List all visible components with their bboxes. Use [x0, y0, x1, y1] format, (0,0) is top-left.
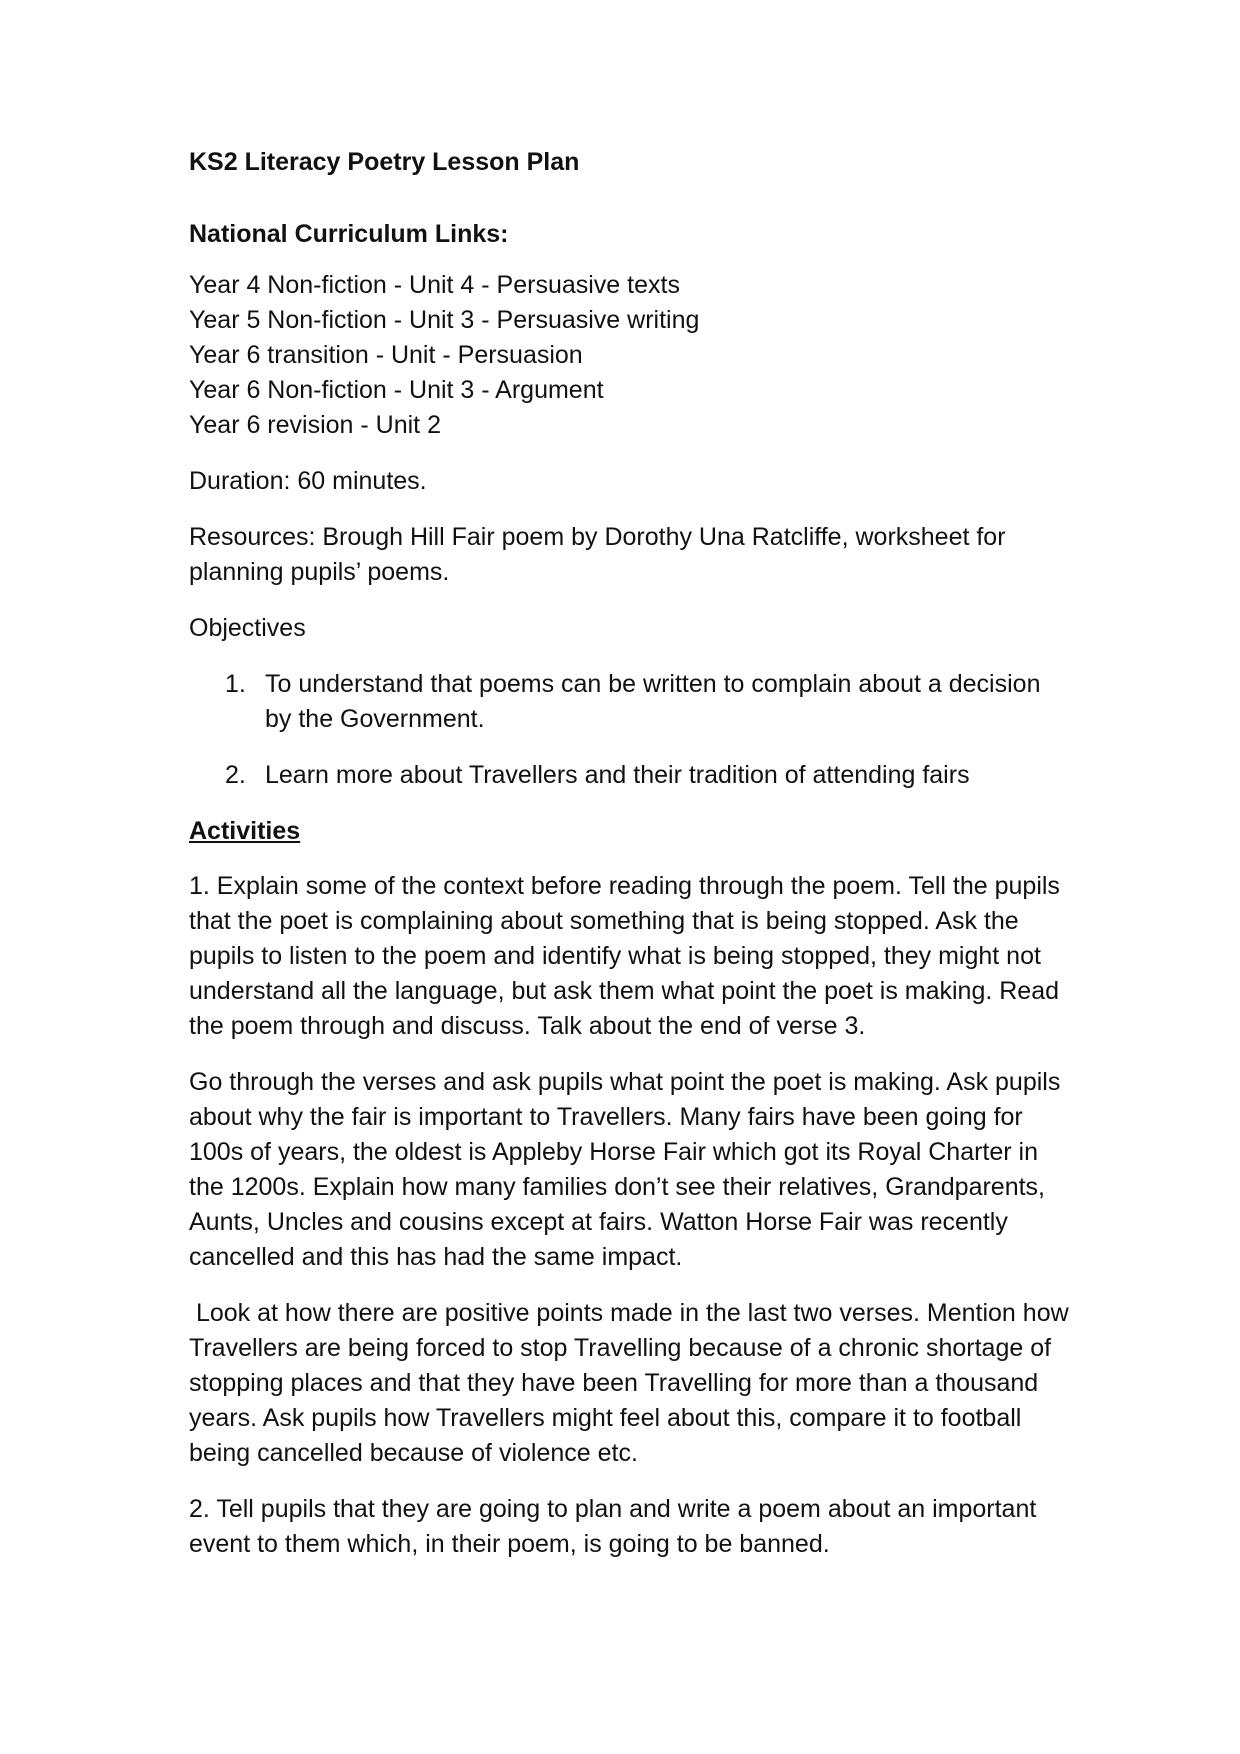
- objective-number: 1.: [225, 670, 246, 698]
- objective-item: [189, 758, 1069, 793]
- activity-paragraph: Look at how there are positive points made in the last two verses. Mention how Travellers are being forced to stop Travelling because of a chronic shortage of stopping places and that they have been Travelling for more than a thousand years. Ask pupils how Travellers might feel about this, compare it to football being cancelled because of violence etc.: [189, 1299, 1076, 1467]
- objectives-list: [189, 667, 1069, 793]
- objective-text: Learn more about Travellers and their tradition of attending fairs: [265, 761, 970, 789]
- document-page: [189, 145, 1076, 1583]
- objectives-heading: Objectives: [189, 614, 306, 642]
- curriculum-link: Year 5 Non-fiction - Unit 3 - Persuasive writing: [189, 306, 700, 334]
- curriculum-heading: National Curriculum Links:: [189, 220, 509, 248]
- objective-number: 2.: [225, 761, 246, 789]
- activity-paragraph: Go through the verses and ask pupils what point the poet is making. Ask pupils about why the fair is important to Travellers. Many fairs have been going for 100s of years, the oldest is Appleby Horse Fair which got its Royal Charter in the 1200s. Explain how many families don’t see their relatives, Grandparents, Aunts, Uncles and cousins except at fairs. Watton Horse Fair was recently cancelled and this has had the same impact.: [189, 1068, 1061, 1271]
- objective-text: To understand that poems can be written to complain about a decision by the Government.: [265, 670, 1041, 733]
- activity-paragraph: 2. Tell pupils that they are going to plan and write a poem about an important event to them which, in their poem, is going to be banned.: [189, 1495, 1037, 1558]
- objective-item: [189, 667, 1069, 737]
- duration-text: Duration: 60 minutes.: [189, 467, 427, 495]
- activity-paragraph: 1. Explain some of the context before reading through the poem. Tell the pupils that the poet is complaining about something that is being stopped. Ask the pupils to listen to the poem and identify what is being stopped, they might not understand all the language, but ask them what point the poet is making. Read the poem through and discuss. Talk about the end of verse 3.: [189, 872, 1060, 1040]
- curriculum-link: Year 6 transition - Unit - Persuasion: [189, 341, 583, 369]
- document-title: KS2 Literacy Poetry Lesson Plan: [189, 148, 580, 176]
- curriculum-link: Year 4 Non-fiction - Unit 4 - Persuasive texts: [189, 271, 680, 299]
- curriculum-link: Year 6 revision - Unit 2: [189, 411, 441, 439]
- curriculum-link: Year 6 Non-fiction - Unit 3 - Argument: [189, 376, 604, 404]
- activities-heading: Activities: [189, 817, 301, 845]
- curriculum-links-list: [189, 268, 1069, 443]
- resources-text: Resources: Brough Hill Fair poem by Dorothy Una Ratcliffe, worksheet for planning pupils’ poems.: [189, 523, 1006, 586]
